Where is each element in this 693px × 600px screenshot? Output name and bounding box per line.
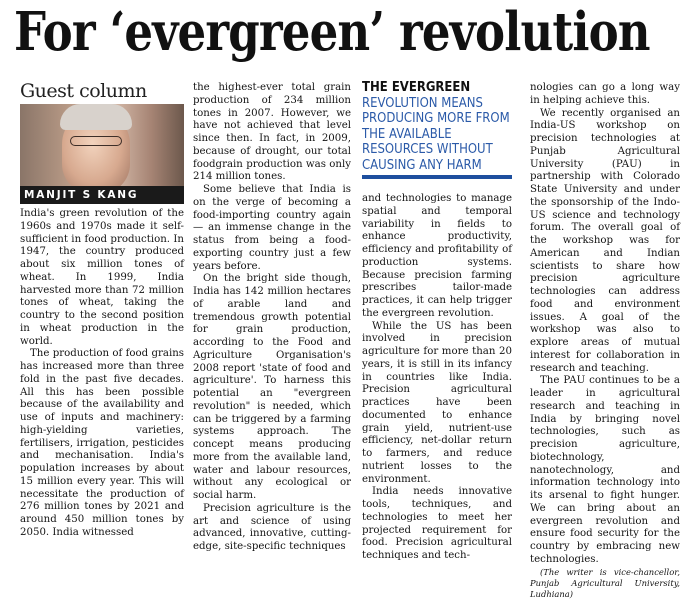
headline: For ‘evergreen’ revolution xyxy=(14,1,650,63)
paragraph: While the US has been involved in precision agriculture for more than 20 years, it is still in its infancy in countries like India. Precision agricultural practices have been documented to enhance grain yield, nutrient-use efficiency, net-dollar return to farmers, and reduce nutrient losses to the environment. xyxy=(362,320,512,485)
pull-quote-lead: THE EVERGREEN xyxy=(362,79,471,95)
paragraph: We recently organised an India-US workshop on precision technologies at Punjab Agricultural University (PAU) in partnership with Colorado State University and under the sponsorship of the Indo-US science and technology forum. The overall goal of the workshop was for American and Indian scientists to share how precision agriculture technologies can address food and environment issues. A goal of the workshop was also to explore areas of mutual interest for collaboration in research and teaching. xyxy=(530,107,680,374)
pull-quote-text: REVOLUTION MEANS PRODUCING MORE FROM THE AVAILABLE RESOURCES WITHOUT CAUSING ANY HARM xyxy=(362,94,510,173)
paragraph: Precision agriculture is the art and science of using advanced, innovative, cutting-edge, site-specific techniques xyxy=(193,502,351,552)
column-3 xyxy=(362,80,512,563)
paragraph: India's green revolution of the 1960s and 1970s made it self-sufficient in food production. In 1947, the country produced about six million tones of wheat. In 1999, India harvested more than 72 million tones of wheat, taking the country to the second position in wheat production in the world. xyxy=(20,208,184,347)
author-byline: MANJIT S KANG xyxy=(20,186,184,204)
column-4 xyxy=(530,82,680,600)
paragraph: and technologies to manage spatial and temporal variability in fields to enhance productivity, efficiency and profitability of production systems. Because precision farming prescribes tailor-made practices, it can help trigger the evergreen revolution. xyxy=(362,193,512,319)
paragraph: the highest-ever total grain production of 234 million tones in 2007. However, we have not achieved that level since then. In fact, in 2009, because of drought, our total foodgrain production was only 214 million tones. xyxy=(193,82,351,183)
author-photo xyxy=(20,104,184,186)
author-glasses xyxy=(70,136,122,146)
paragraph: The production of food grains has increased more than three fold in the past five decades. All this has been possible because of the availability and use of inputs and machinery: high-yielding varieties, fertilisers, irrigation, pesticides and mechanisation. India's population increases by about 15 million every year. This will necessitate the production of 276 million tones by 2021 and around 450 million tones by 2050. India witnessed xyxy=(20,348,184,538)
author-hair xyxy=(60,104,132,130)
paragraph: India needs innovative tools, techniques, and technologies to meet her projected requirement for food. Precision agricultural techniques and tech- xyxy=(362,486,512,561)
pull-quote xyxy=(362,80,512,173)
column-1 xyxy=(20,80,184,540)
paragraph: Some believe that India is on the verge of becoming a food-importing country again — an immense change in the status from being a food-exporting country just a few years before. xyxy=(193,184,351,272)
paragraph: On the bright side though, India has 142 million hectares of arable land and tremendous growth potential for grain production, according to the Food and Agriculture Organisation's 2008 report 'state of food and agriculture'. To harness this potential an "evergreen revolution" is needed, which can be triggered by a farming systems approach. The concept means producing more from the available land, water and labour resources, without any ecological or social harm. xyxy=(193,273,351,501)
author-credit: (The writer is vice-chancellor, Punjab Agricultural University, Ludhiana) xyxy=(530,566,680,599)
guest-column-label: Guest column xyxy=(20,80,147,102)
pull-quote-rule xyxy=(362,175,512,179)
column-2 xyxy=(193,82,351,554)
paragraph: The PAU continues to be a leader in agricultural research and teaching in India by bringing novel technologies, such as precision agriculture, biotechnology, nanotechnology, and information technology into its arsenal to fight hunger. We can bring about an evergreen revolution and ensure food security for the country by embracing new technologies. xyxy=(530,375,680,565)
paragraph: nologies can go a long way in helping achieve this. xyxy=(530,82,680,106)
